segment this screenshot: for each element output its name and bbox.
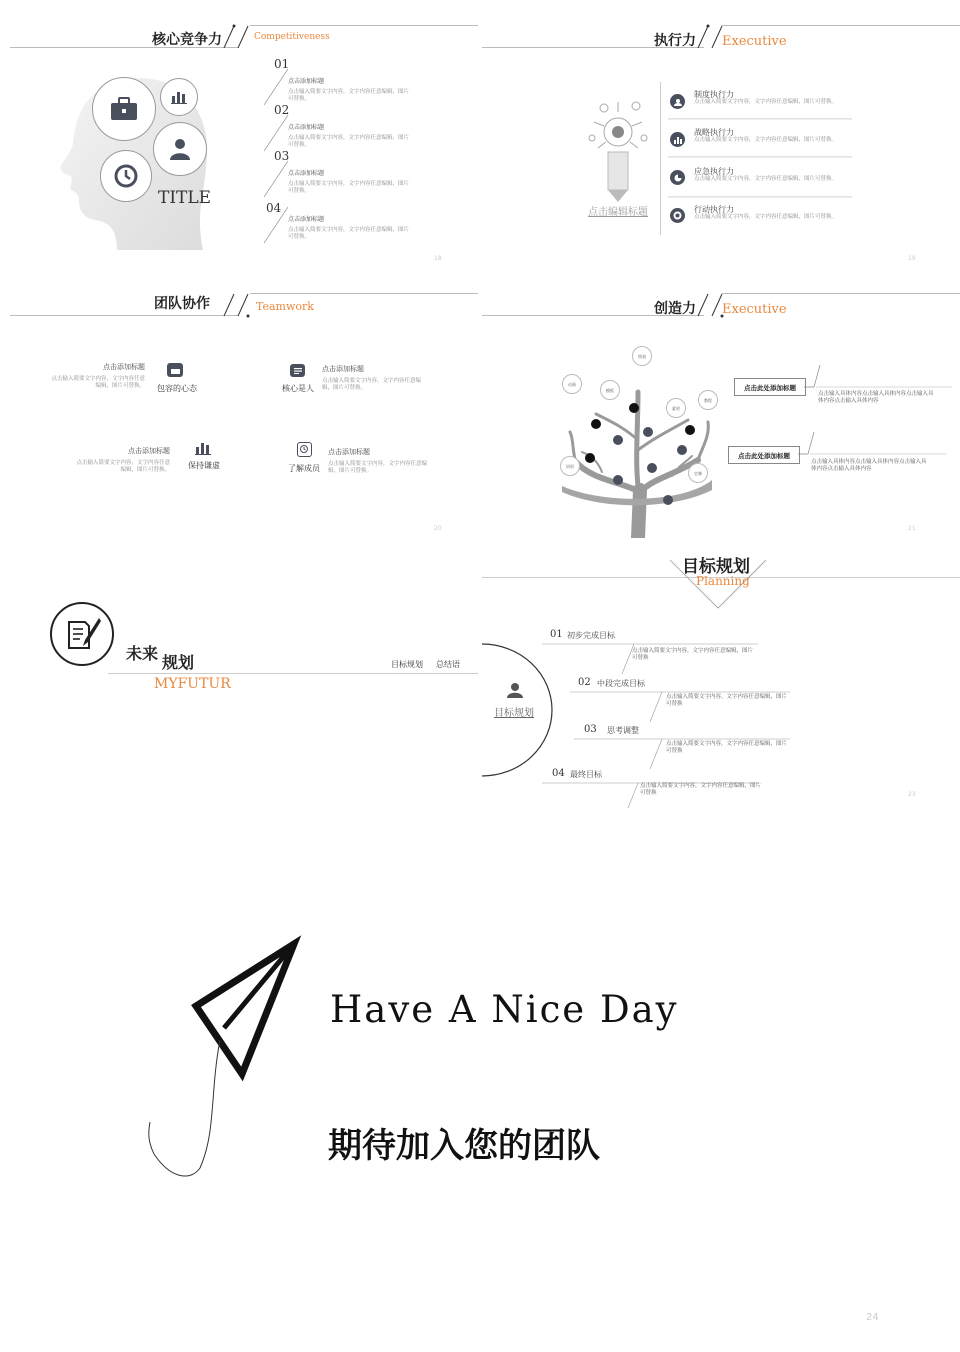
team-block-3 — [72, 446, 170, 474]
clock-circle — [100, 150, 152, 202]
slide-title: 核心竞争力 — [152, 32, 222, 48]
page-number: 23 — [908, 791, 916, 798]
block-label: 包容的心态 — [157, 384, 197, 393]
person-icon — [168, 138, 192, 160]
slide-subtitle: MYFUTUR — [154, 676, 231, 692]
slide-title: 团队协作 — [154, 296, 210, 312]
box-desc: 点击输入具体内容点击输入具体内容点击输入具体内容点击输入具体内容 — [818, 391, 934, 404]
briefcase-icon — [167, 363, 183, 377]
item-number: 04 — [266, 201, 282, 215]
title-part-b: 规划 — [162, 653, 195, 672]
item-desc: 点击输入简要文字内容，文字内容任意编辑，图片可替换。 — [694, 99, 838, 105]
goal-heading: 初步完成目标 — [567, 631, 615, 640]
team-block-1 — [50, 362, 145, 390]
pie-icon — [670, 170, 685, 185]
greeting-text: Have A Nice Day — [330, 988, 679, 1031]
block-heading: 点击添加标题 — [328, 448, 370, 456]
nav-goal-planning[interactable]: 目标规划 — [391, 660, 423, 669]
slide-future-plan — [0, 540, 478, 808]
clock-icon — [114, 164, 138, 188]
item-desc: 点击输入简要文字内容，文字内容任意编辑，图片可替换。 — [288, 89, 410, 102]
chat-icon — [290, 364, 305, 377]
briefcase-circle — [92, 77, 156, 141]
illustration-caption[interactable]: 点击编辑标题 — [588, 207, 648, 218]
slide-core-competitiveness — [0, 0, 478, 268]
title-box[interactable]: 点击此处添加标题 — [734, 378, 806, 396]
item-number: 02 — [274, 103, 290, 117]
head-title: TITLE — [158, 188, 212, 208]
bar-chart-icon — [195, 440, 211, 459]
slide-subtitle: Executive — [722, 34, 787, 49]
page-number: 18 — [434, 255, 442, 262]
goal-desc: 点击输入简要文字内容，文字内容任意编辑，图片可替换 — [640, 783, 762, 796]
tag-custom: 定制 — [688, 463, 708, 483]
item-desc: 点击输入简要文字内容，文字内容任意编辑，图片可替换。 — [288, 181, 410, 194]
slide-subtitle: Executive — [722, 302, 787, 317]
goal-number: 01 — [550, 629, 563, 640]
nav-summary[interactable]: 总结语 — [436, 660, 460, 669]
slash-divider — [220, 290, 250, 320]
slide-teamwork — [0, 270, 478, 538]
item-desc: 点击输入简要文字内容，文字内容任意编辑，图片可替换。 — [288, 135, 410, 148]
goal-desc: 点击输入简要文字内容，文字内容任意编辑，图片可替换 — [632, 648, 754, 661]
team-block-2 — [322, 364, 422, 392]
item-heading: 点击添加标题 — [288, 124, 325, 131]
paper-plane-icon — [140, 932, 310, 1182]
block-heading: 点击添加标题 — [128, 447, 170, 455]
title-box[interactable]: 点击此处添加标题 — [728, 446, 800, 464]
slide-subtitle: Teamwork — [256, 300, 314, 313]
block-heading: 点击添加标题 — [103, 363, 145, 371]
tag-training: 培训 — [560, 456, 580, 476]
tag-animation: 动画 — [562, 374, 582, 394]
goal-number: 03 — [584, 724, 597, 735]
block-label: 保持谦虚 — [188, 461, 220, 470]
item-desc: 点击输入简要文字内容，文字内容任意编辑，图片可替换。 — [694, 176, 838, 182]
block-label: 了解成员 — [288, 464, 320, 473]
people-circle — [153, 122, 207, 176]
tag-tutorial: 教程 — [698, 390, 718, 410]
item-number: 01 — [274, 57, 290, 71]
chart-circle — [160, 78, 198, 116]
goal-heading: 思考调整 — [607, 726, 639, 735]
block-desc: 点击输入简要文字内容，文字内容任意编辑，图片可替换。 — [328, 461, 428, 474]
item-desc: 点击输入简要文字内容，文字内容任意编辑，图片可替换。 — [288, 227, 410, 240]
chart-icon — [670, 132, 685, 147]
user-icon — [506, 682, 524, 702]
box-desc: 点击输入具体内容点击输入具体内容点击输入具体内容点击输入具体内容 — [811, 459, 927, 472]
tag-template: 模板 — [600, 380, 620, 400]
document-pen-circle — [50, 602, 114, 666]
block-heading: 点击添加标题 — [322, 365, 364, 373]
slide-title: 执行力 — [654, 33, 696, 49]
block-label: 核心是人 — [282, 384, 314, 393]
center-label[interactable]: 目标规划 — [494, 708, 534, 719]
page-number: 20 — [434, 525, 442, 532]
header-line — [108, 673, 478, 674]
page-number: 24 — [866, 1312, 879, 1323]
slide-goal-planning — [482, 540, 960, 808]
goal-heading: 中段完成目标 — [597, 679, 645, 688]
item-heading: 行动执行力 — [694, 205, 734, 214]
header-line — [10, 315, 238, 316]
slash-divider — [220, 22, 250, 52]
header-line — [722, 25, 960, 26]
block-desc: 点击输入简要文字内容，文字内容任意编辑，图片可替换。 — [322, 378, 422, 391]
item-heading: 点击添加标题 — [288, 170, 325, 177]
slash-divider — [694, 290, 724, 320]
slide-subtitle: Planning — [696, 574, 750, 588]
item-heading: 制度执行力 — [694, 90, 734, 99]
item-heading: 应急执行力 — [694, 167, 734, 176]
team-block-4 — [328, 447, 428, 475]
item-heading: 点击添加标题 — [288, 216, 325, 223]
slide-subtitle: Competitiveness — [254, 32, 330, 42]
vertical-divider — [660, 82, 661, 235]
goal-desc: 点击输入简要文字内容，文字内容任意编辑，图片可替换 — [666, 741, 788, 754]
block-desc: 点击输入简要文字内容，文字内容任意编辑，图片可替换。 — [51, 376, 145, 389]
document-pen-icon — [63, 616, 101, 652]
header-line — [250, 293, 478, 294]
goal-number: 04 — [552, 768, 565, 779]
slide-title: 创造力 — [654, 301, 696, 317]
goal-number: 02 — [578, 677, 591, 688]
briefcase-icon — [110, 97, 138, 121]
title-part-a: 未来 — [126, 644, 159, 663]
gear-icon — [670, 208, 685, 223]
goal-heading: 最终目标 — [570, 770, 602, 779]
item-desc: 点击输入简要文字内容，文字内容任意编辑，图片可替换。 — [694, 137, 838, 143]
slogan-text: 期待加入您的团队 — [328, 1126, 600, 1166]
user-icon — [670, 94, 685, 109]
bar-chart-icon — [171, 90, 187, 104]
item-number: 03 — [274, 149, 290, 163]
slide-title: 目标规划 — [682, 557, 750, 577]
block-desc: 点击输入简要文字内容，文字内容任意编辑，图片可替换。 — [76, 460, 170, 473]
slide-creativity — [482, 270, 960, 538]
slash-divider — [694, 22, 724, 52]
item-desc: 点击输入简要文字内容，文字内容任意编辑，图片可替换。 — [694, 214, 838, 220]
slide-closing — [0, 812, 960, 1352]
page-number: 21 — [908, 525, 916, 532]
idea-bulb-illustration — [584, 92, 654, 202]
slide-executive — [482, 0, 960, 268]
item-heading: 战略执行力 — [694, 128, 734, 137]
clock-icon — [297, 442, 312, 457]
item-heading: 点击添加标题 — [288, 78, 325, 85]
header-line — [250, 25, 478, 26]
page-number: 19 — [908, 255, 916, 262]
tag-chart: 图表 — [632, 346, 652, 366]
header-line — [722, 293, 960, 294]
goal-desc: 点击输入简要文字内容，文字内容任意编辑，图片可替换 — [666, 694, 788, 707]
tag-material: 素材 — [666, 398, 686, 418]
